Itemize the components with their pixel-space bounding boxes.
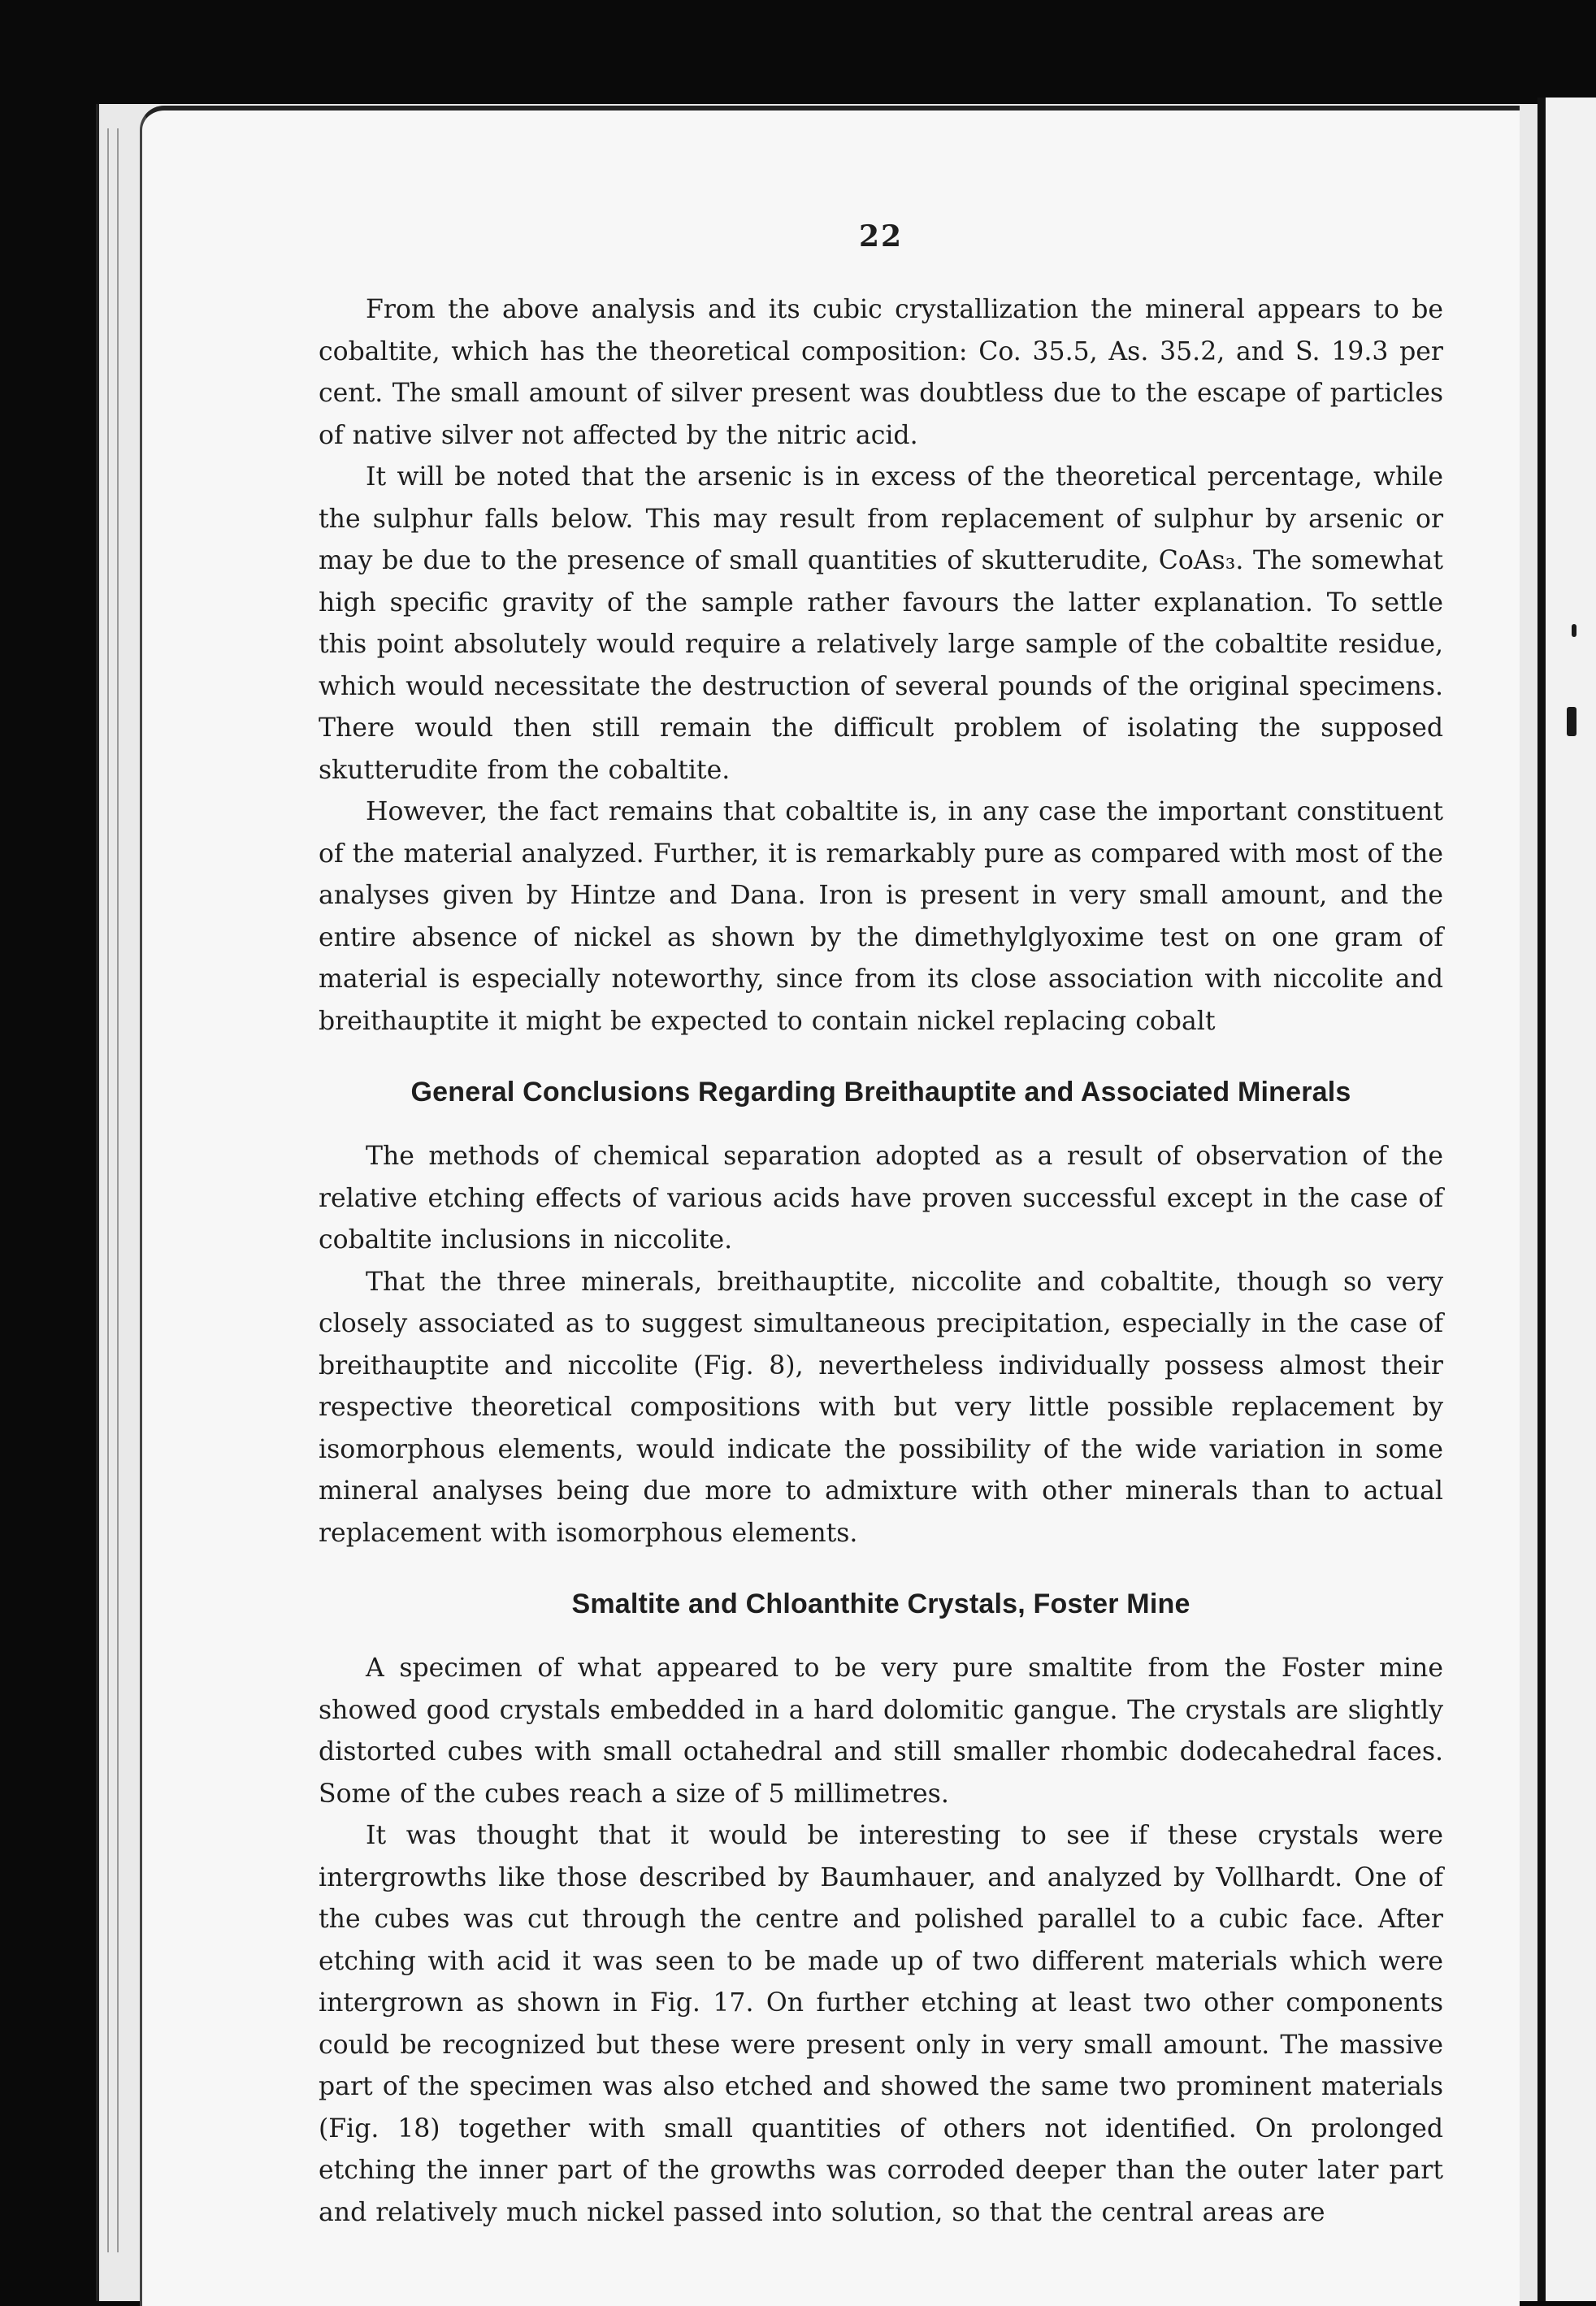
margin-mark	[1567, 707, 1576, 736]
paragraph: The methods of chemical separation adopted as a result of observation of the relative etching effects of various acids have proven successful except in the case of cobaltite inclusions in niccolite.	[319, 1142, 1443, 1255]
section-heading: General Conclusions Regarding Breithauptite and Associated Minerals	[410, 1077, 1351, 1107]
paragraph: However, the fact remains that cobaltite is, in any case the important constituent of the material analyzed. Further, it is remarkably pure as compared with most of the analyses given by Hintze and Dana. Iron is present in very small amount, and the entire absence of nickel as shown by the dimethylglyoxime test on one gram of material is especially noteworthy, since from its close association with niccolite and breithauptite it might be expected to contain nickel replacing cobalt	[319, 797, 1443, 1036]
paragraph: It will be noted that the arsenic is in excess of the theoretical percentage, while the sulphur falls below. This may result from replacement of sulphur by arsenic or may be due to the presence of small quantities of skutterudite, CoAs₃. The somewhat high specific gravity of the sample rather favours the latter explanation. To settle this point absolutely would require a relatively large sample of the cobaltite residue, which would necessitate the destruction of several pounds of the original specimens. There would then still remain the difficult problem of isolating the supposed skutterudite from the cobaltite.	[319, 462, 1443, 785]
paragraph: That the three minerals, breithauptite, niccolite and cobaltite, though so very closely associated as to suggest simultaneous precipitation, especially in the case of breithauptite and niccolite (Fig. 8), nevertheless individually possess almost their respective theoretical compositions with but very little possible replacement by isomorphous elements, would indicate the possibility of the wide variation in some mineral analyses being due more to admixture with other minerals than to actual replacement with isomorphous elements.	[319, 1267, 1443, 1548]
margin-mark	[1572, 624, 1576, 637]
page-content	[319, 219, 1443, 2234]
section-heading: Smaltite and Chloanthite Crystals, Foster Mine	[571, 1589, 1190, 1619]
facing-page-edge	[1537, 98, 1596, 2301]
paragraph: From the above analysis and its cubic crystallization the mineral appears to be cobaltite, which has the theoretical composition: Co. 35.5, As. 35.2, and S. 19.3 per cent. The small amount of silver present was doubtless due to the escape of particles of native silver not affected by the nitric acid.	[319, 295, 1443, 450]
page-number: 22	[858, 219, 904, 254]
paragraph: It was thought that it would be interesting to see if these crystals were intergrowths like those described by Baumhauer, and analyzed by Vollhardt. One of the cubes was cut through the centre and polished parallel to a cubic face. After etching with acid it was seen to be made up of two different materials which were intergrown as shown in Fig. 17. On further etching at least two other components could be recognized but these were present only in very small amount. The massive part of the specimen was also etched and showed the same two prominent materials (Fig. 18) together with small quantities of others not identified. On prolonged etching the inner part of the growths was corroded deeper than the outer later part and relatively much nickel passed into solution, so that the central areas are	[319, 1821, 1443, 2227]
paragraph: A specimen of what appeared to be very pure smaltite from the Foster mine showed good crystals embedded in a hard dolomitic gangue. The crystals are slightly distorted cubes with small octahedral and still smaller rhombic dodecahedral faces. Some of the cubes reach a size of 5 millimetres.	[319, 1654, 1443, 1809]
